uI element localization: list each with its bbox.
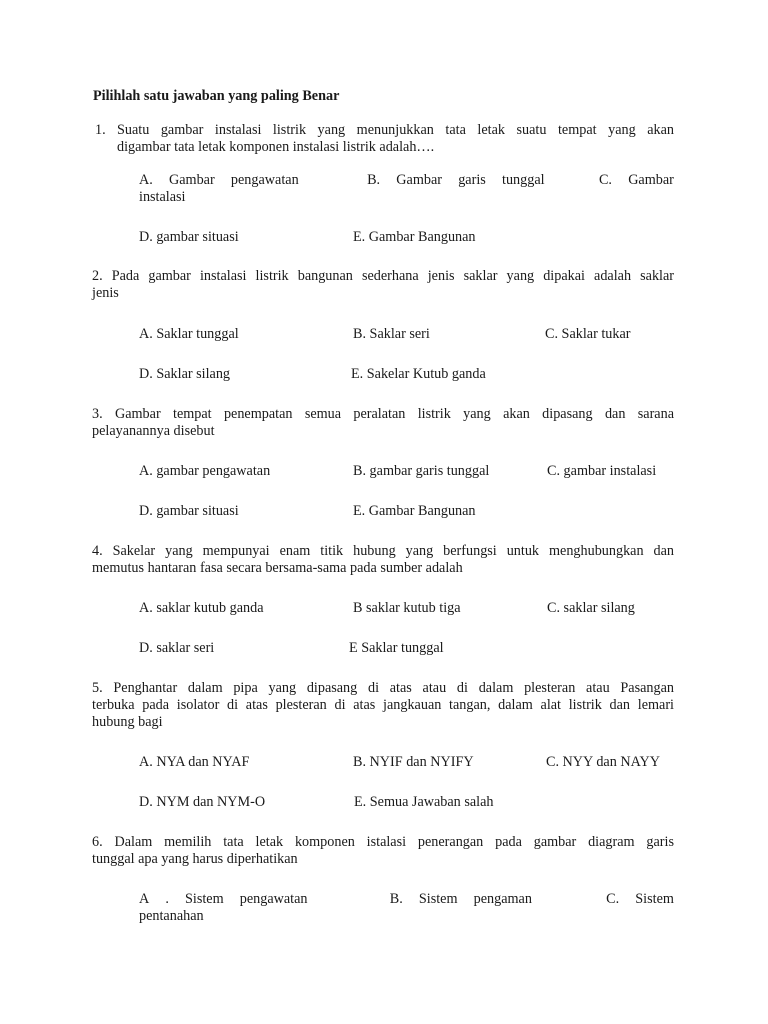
question-2-option-c[interactable]: C. Saklar tukar xyxy=(545,326,631,342)
question-3-text-line1: 3. Gambar tempat penempatan semua peralatan listrik yang akan dipasang dan sarana xyxy=(92,406,674,422)
question-5-option-d[interactable]: D. NYM dan NYM-O xyxy=(139,794,266,810)
option-c-word1: Gambar xyxy=(628,172,674,188)
question-3-option-a[interactable]: A. gambar pengawatan xyxy=(139,463,271,479)
question-2-text-line2: jenis xyxy=(92,285,119,301)
option-c-label[interactable]: C. xyxy=(606,891,620,907)
option-b-word2: pengaman xyxy=(473,891,532,907)
question-2-option-d[interactable]: D. Saklar silang xyxy=(139,366,231,382)
question-4-option-c[interactable]: C. saklar silang xyxy=(547,600,635,616)
question-3-option-e[interactable]: E. Gambar Bangunan xyxy=(353,503,476,519)
option-c-word1: Sistem xyxy=(635,891,674,907)
option-b-label[interactable]: B. xyxy=(389,891,403,907)
question-5-text-line2: terbuka pada isolator di atas plesteran di atas jangkauan tangan, dalam alat listrik dan lemari xyxy=(92,697,674,713)
question-3-text-line2: pelayanannya disebut xyxy=(92,423,215,439)
question-5-text-line3: hubung bagi xyxy=(92,714,163,730)
question-3-option-d[interactable]: D. gambar situasi xyxy=(139,503,239,519)
spacer xyxy=(324,891,374,908)
question-2-option-e[interactable]: E. Sakelar Kutub ganda xyxy=(351,366,486,382)
question-6-text-line1: 6. Dalam memilih tata letak komponen istalasi penerangan pada gambar diagram garis xyxy=(92,834,674,850)
question-1-option-d[interactable]: D. gambar situasi xyxy=(139,229,239,245)
option-a-label[interactable]: A. xyxy=(139,172,153,188)
spacer xyxy=(315,172,351,189)
option-c-label[interactable]: C. xyxy=(598,172,612,188)
option-b-word1: Sistem xyxy=(418,891,458,907)
option-a-word1: Gambar xyxy=(169,172,215,188)
question-1-option-c-continuation: instalasi xyxy=(139,189,186,205)
option-a-label[interactable]: A xyxy=(139,891,150,907)
question-4-option-b[interactable]: B saklar kutub tiga xyxy=(353,600,461,616)
option-a-word2: pengawatan xyxy=(230,172,299,188)
spacer xyxy=(548,891,590,908)
spacer xyxy=(561,172,583,189)
question-5-option-e[interactable]: E. Semua Jawaban salah xyxy=(354,794,494,810)
question-1-options-row1 xyxy=(139,172,674,189)
question-5-option-c[interactable]: C. NYY dan NAYY xyxy=(546,754,661,770)
question-2-text-line1: 2. Pada gambar instalasi listrik bangunan sederhana jenis saklar yang dipakai adalah saklar xyxy=(92,268,674,284)
question-4-option-a[interactable]: A. saklar kutub ganda xyxy=(139,600,264,616)
question-4-option-e[interactable]: E Saklar tunggal xyxy=(349,640,444,656)
question-6-option-c-continuation: pentanahan xyxy=(139,908,204,924)
question-4-text-line1: 4. Sakelar yang mempunyai enam titik hubung yang berfungsi untuk menghubungkan dan xyxy=(92,543,674,559)
question-5-text-line1: 5. Penghantar dalam pipa yang dipasang di atas atau di dalam plesteran atau Pasangan xyxy=(92,680,674,696)
option-b-word3: tunggal xyxy=(502,172,545,188)
question-2-option-b[interactable]: B. Saklar seri xyxy=(353,326,430,342)
question-6-options-row1 xyxy=(139,891,674,908)
option-b-label[interactable]: B. xyxy=(367,172,381,188)
option-a-word1: Sistem xyxy=(185,891,224,907)
question-1-option-e[interactable]: E. Gambar Bangunan xyxy=(353,229,476,245)
question-1-number: 1. xyxy=(95,122,106,138)
question-2-option-a[interactable]: A. Saklar tunggal xyxy=(139,326,239,342)
option-b-word2: garis xyxy=(458,172,486,188)
question-1-text-line2: digambar tata letak komponen instalasi listrik adalah…. xyxy=(117,139,435,155)
question-6-text-line2: tunggal apa yang harus diperhatikan xyxy=(92,851,298,867)
question-3-option-b[interactable]: B. gambar garis tunggal xyxy=(353,463,490,479)
question-1-text-line1: Suatu gambar instalasi listrik yang menunjukkan tata letak suatu tempat yang akan xyxy=(117,122,674,138)
question-4-text-line2: memutus hantaran fasa secara bersama-sama pada sumber adalah xyxy=(92,560,463,576)
question-5-option-b[interactable]: B. NYIF dan NYIFY xyxy=(353,754,474,770)
option-a-dot: . xyxy=(165,891,169,907)
option-b-word1: Gambar xyxy=(396,172,442,188)
question-4-option-d[interactable]: D. saklar seri xyxy=(139,640,215,656)
question-3-option-c[interactable]: C. gambar instalasi xyxy=(547,463,657,479)
question-5-option-a[interactable]: A. NYA dan NYAF xyxy=(139,754,250,770)
option-a-word2: pengawatan xyxy=(239,891,308,907)
page-title: Pilihlah satu jawaban yang paling Benar xyxy=(93,88,340,104)
